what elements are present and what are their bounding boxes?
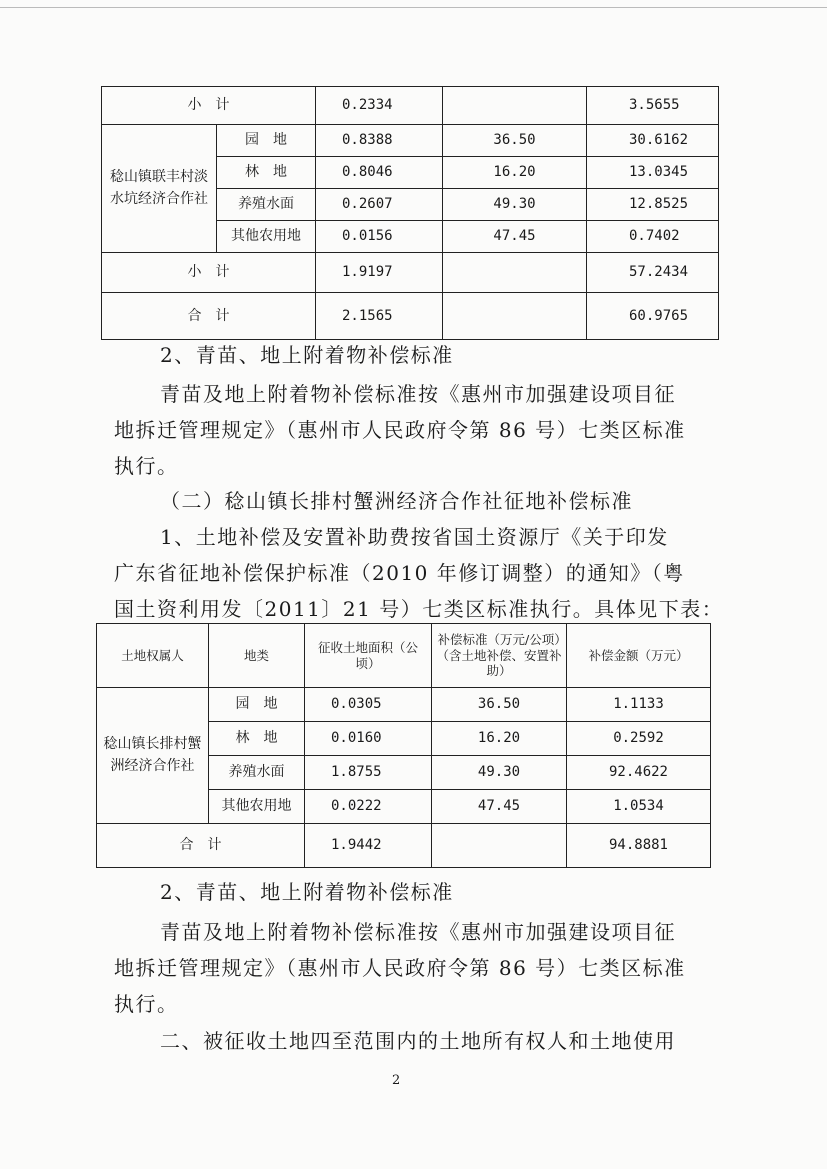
header-land-type: 地类	[209, 624, 305, 688]
total-label: 合 计	[102, 293, 316, 340]
header-owner: 土地权属人	[97, 624, 209, 688]
area-cell: 1.8755	[305, 756, 432, 790]
land-type-cell: 养殖水面	[217, 189, 316, 221]
area-cell: 0.0160	[305, 722, 432, 756]
paragraph-line: 青苗及地上附着物补偿标准按《惠州市加强建设项目征	[160, 382, 676, 406]
section-heading: 2、青苗、地上附着物补偿标准	[160, 880, 454, 904]
amount-cell: 3.5655	[587, 87, 719, 125]
page-number: 2	[392, 1073, 401, 1088]
scan-edge-line	[0, 7, 827, 8]
amount-cell: 30.6162	[587, 125, 719, 157]
land-owner-cell: 稔山镇长排村蟹洲经济合作社	[97, 688, 209, 824]
amount-cell: 12.8525	[587, 189, 719, 221]
land-type-cell: 林 地	[217, 157, 316, 189]
amount-cell: 1.1133	[567, 688, 711, 722]
amount-cell: 0.2592	[567, 722, 711, 756]
standard-cell	[443, 87, 587, 125]
area-cell: 2.1565	[316, 293, 443, 340]
paragraph-line: 广东省征地补偿保护标准（2010 年修订调整）的通知》（粤	[114, 561, 685, 585]
paragraph-line: 二、被征收土地四至范围内的土地所有权人和土地使用	[160, 1029, 676, 1053]
paragraph-line: 地拆迁管理规定》（惠州市人民政府令第 86 号）七类区标准	[114, 418, 686, 442]
paragraph-line: 执行。	[114, 454, 179, 478]
standard-cell: 16.20	[432, 722, 567, 756]
standard-cell: 36.50	[432, 688, 567, 722]
area-cell: 0.2334	[316, 87, 443, 125]
amount-cell: 92.4622	[567, 756, 711, 790]
standard-cell: 47.45	[443, 221, 587, 253]
paragraph-line: 1、土地补偿及安置补助费按省国土资源厅《关于印发	[160, 525, 669, 549]
paragraph-line: 国土资利用发〔2011〕21 号）七类区标准执行。具体见下表：	[114, 597, 724, 621]
land-type-cell: 养殖水面	[209, 756, 305, 790]
standard-cell	[432, 824, 567, 868]
area-cell: 0.0305	[305, 688, 432, 722]
compensation-table-2	[96, 623, 711, 868]
area-cell: 1.9442	[305, 824, 432, 868]
table-row	[102, 87, 719, 125]
land-type-cell: 园 地	[209, 688, 305, 722]
standard-cell	[443, 253, 587, 293]
amount-cell: 94.8881	[567, 824, 711, 868]
table-row	[97, 688, 711, 722]
standard-cell: 47.45	[432, 790, 567, 824]
table-row	[102, 293, 719, 340]
area-cell: 0.8046	[316, 157, 443, 189]
amount-cell: 57.2434	[587, 253, 719, 293]
standard-cell: 36.50	[443, 125, 587, 157]
amount-cell: 60.9765	[587, 293, 719, 340]
area-cell: 0.8388	[316, 125, 443, 157]
area-cell: 0.0222	[305, 790, 432, 824]
header-amount: 补偿金额（万元）	[567, 624, 711, 688]
amount-cell: 13.0345	[587, 157, 719, 189]
land-type-cell: 其他农用地	[209, 790, 305, 824]
land-type-cell: 园 地	[217, 125, 316, 157]
land-type-cell: 林 地	[209, 722, 305, 756]
section-title: （二）稔山镇长排村蟹洲经济合作社征地补偿标准	[160, 489, 633, 513]
subtotal-label: 小 计	[102, 253, 316, 293]
section-heading: 2、青苗、地上附着物补偿标准	[160, 343, 454, 367]
header-area: 征收土地面积（公顷）	[305, 624, 432, 688]
table-header-row	[97, 624, 711, 688]
standard-cell	[443, 293, 587, 340]
table-row	[102, 253, 719, 293]
standard-cell: 16.20	[443, 157, 587, 189]
standard-cell: 49.30	[432, 756, 567, 790]
table-row	[102, 125, 719, 157]
subtotal-label: 小 计	[102, 87, 316, 125]
land-type-cell: 其他农用地	[217, 221, 316, 253]
land-owner-cell: 稔山镇联丰村淡水坑经济合作社	[102, 125, 217, 253]
total-label: 合 计	[97, 824, 305, 868]
area-cell: 0.0156	[316, 221, 443, 253]
area-cell: 0.2607	[316, 189, 443, 221]
standard-cell: 49.30	[443, 189, 587, 221]
table-row	[97, 824, 711, 868]
header-standard: 补偿标准（万元/公项）（含土地补偿、安置补助）	[432, 624, 567, 688]
amount-cell: 1.0534	[567, 790, 711, 824]
compensation-table-1	[101, 86, 719, 340]
paragraph-line: 执行。	[114, 992, 179, 1016]
area-cell: 1.9197	[316, 253, 443, 293]
paragraph-line: 地拆迁管理规定》（惠州市人民政府令第 86 号）七类区标准	[114, 956, 686, 980]
paragraph-line: 青苗及地上附着物补偿标准按《惠州市加强建设项目征	[160, 920, 676, 944]
amount-cell: 0.7402	[587, 221, 719, 253]
